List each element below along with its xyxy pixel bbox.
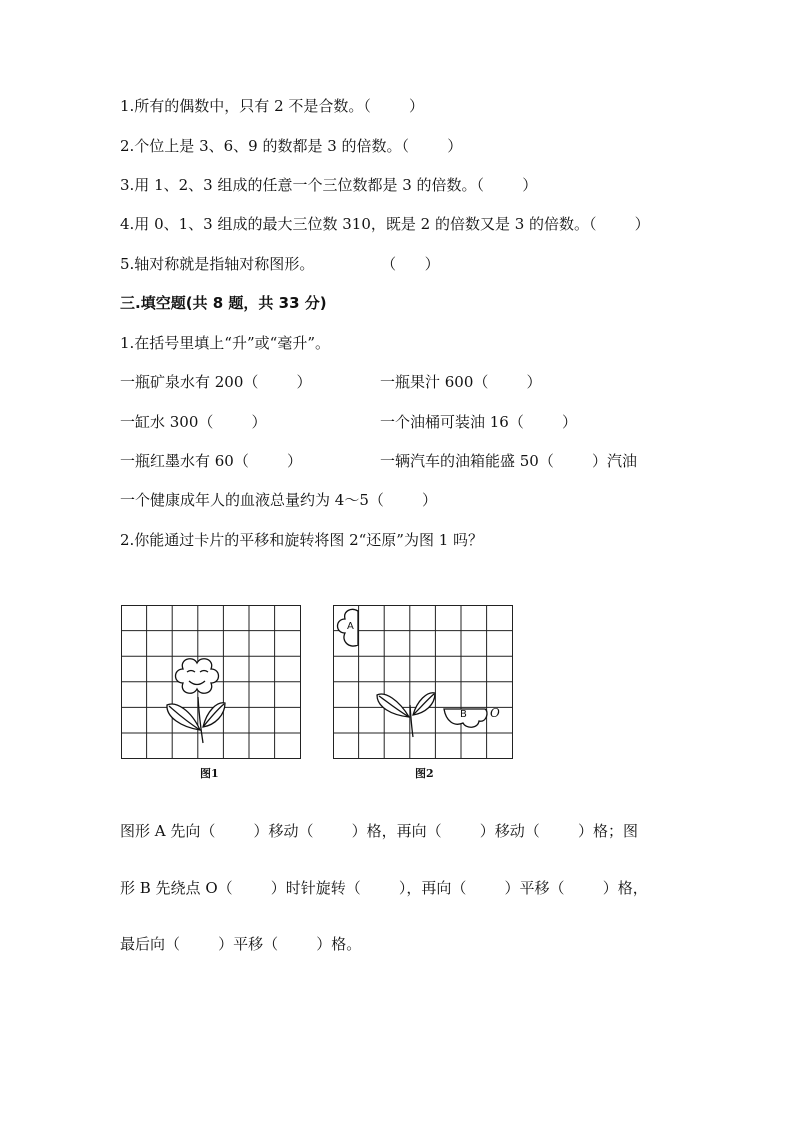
- q2-answer-line-1: 图形 A 先向（ ）移动（ ）格，再向（ ）移动（ ）格；图: [120, 822, 638, 840]
- figure-2: [333, 605, 513, 760]
- figure-2-caption: 图2: [415, 767, 434, 780]
- q2-answer-line-2: 形 B 先绕点 O（ ）时针旋转（ ），再向（ ）平移（ ）格，: [120, 879, 648, 897]
- figure-1: [121, 605, 301, 760]
- figure-2-grid: [333, 605, 513, 760]
- judge-item-3: 3.用 1、2、3 组成的任意一个三位数都是 3 的倍数。（ ）: [120, 176, 538, 194]
- q1-last: 一个健康成年人的血液总量约为 4～5（ ）: [120, 491, 438, 509]
- q1-left-3: 一瓶红墨水有 60（ ）: [120, 452, 303, 470]
- q2-answer-line-3: 最后向（ ）平移（ ）格。: [120, 935, 362, 953]
- shape-a-label: A: [347, 621, 354, 632]
- section-heading: 三.填空题(共 8 题，共 33 分): [120, 294, 327, 312]
- flower-leaves-icon: [167, 697, 225, 743]
- q1-left-2: 一缸水 300（ ）: [120, 413, 267, 431]
- judge-item-4: 4.用 0、1、3 组成的最大三位数 310，既是 2 的倍数又是 3 的倍数。（ ）: [120, 215, 650, 233]
- judge-item-5: 5.轴对称就是指轴对称图形。 （ ）: [120, 255, 440, 273]
- q1-prompt: 1.在括号里填上“升”或“毫升”。: [120, 334, 330, 352]
- point-o-label: O: [490, 706, 500, 720]
- q1-right-3: 一辆汽车的油箱能盛 50（ ）汽油: [380, 452, 638, 470]
- q2-prompt: 2.你能通过卡片的平移和旋转将图 2“还原”为图 1 吗？: [120, 531, 484, 549]
- figure-1-caption: 图1: [200, 767, 219, 780]
- fig2-leaves-icon: [377, 693, 435, 737]
- q1-right-2: 一个油桶可装油 16（ ）: [380, 413, 578, 431]
- judge-item-1: 1.所有的偶数中，只有 2 不是合数。（ ）: [120, 97, 425, 115]
- figure-1-grid: [121, 605, 301, 760]
- flower-head-icon: [176, 659, 219, 694]
- q1-left-1: 一瓶矿泉水有 200（ ）: [120, 373, 312, 391]
- q1-right-1: 一瓶果汁 600（ ）: [380, 373, 542, 391]
- shape-b-label: B: [460, 709, 467, 720]
- judge-item-2: 2.个位上是 3、6、9 的数都是 3 的倍数。（ ）: [120, 137, 463, 155]
